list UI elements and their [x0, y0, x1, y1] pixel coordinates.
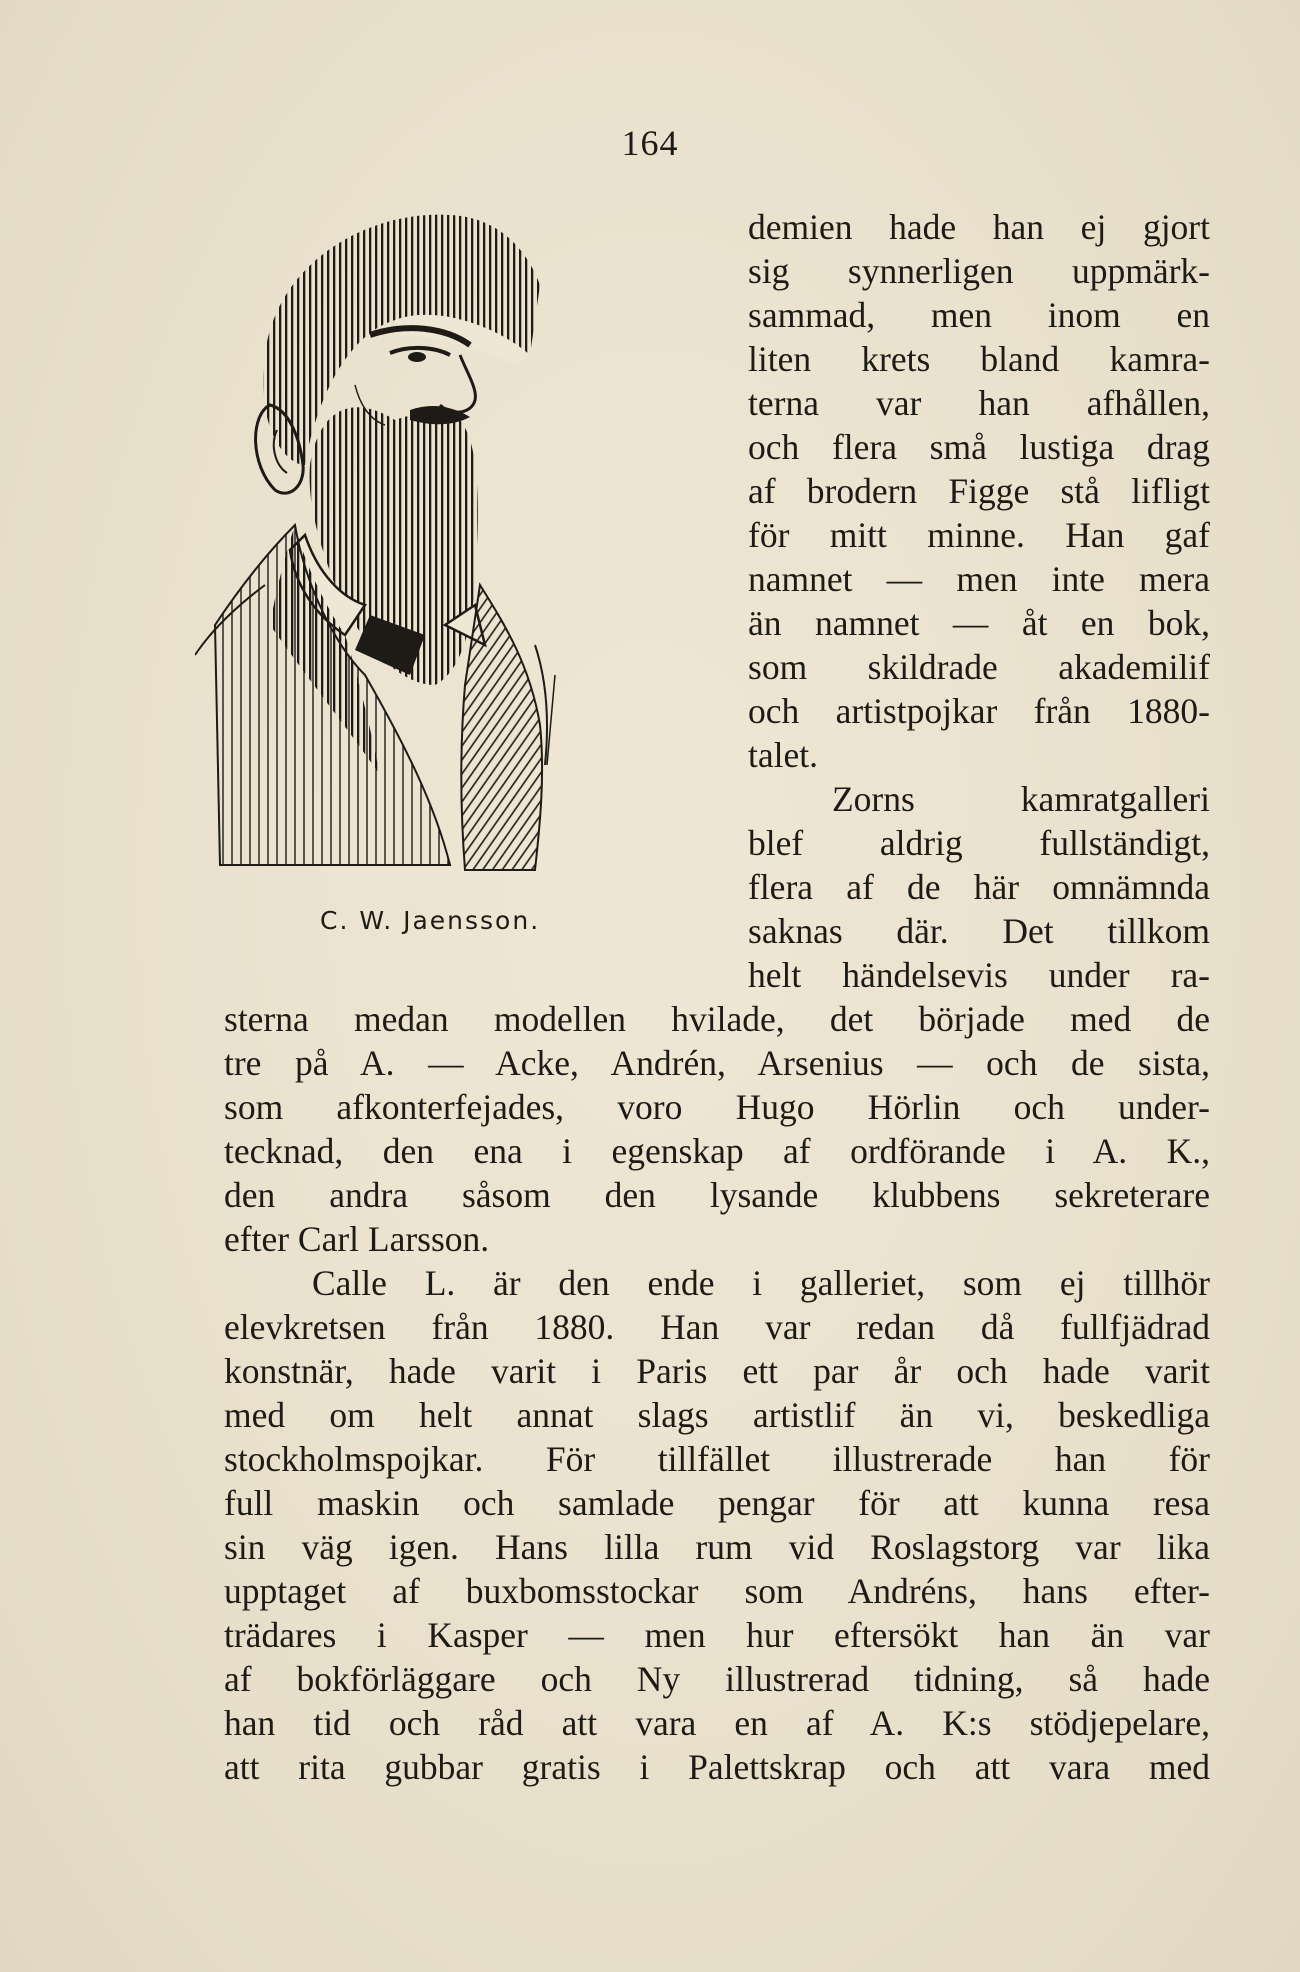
text-line: af bokförläggare och Ny illustrerad tidning, så hade: [224, 1659, 1210, 1699]
text-line: talet.: [748, 735, 818, 775]
text-line: sig synnerligen uppmärk-: [748, 251, 1210, 291]
text-line: saknas där. Det tillkom: [748, 911, 1210, 951]
text-line: med om helt annat slags artistlif än vi, beskedliga: [224, 1395, 1210, 1435]
text-line: blef aldrig fullständigt,: [748, 823, 1210, 863]
text-line: namnet — men inte mera: [748, 559, 1210, 599]
text-line: och flera små lustiga drag: [748, 427, 1210, 467]
text-line: och artistpojkar från 1880-: [748, 691, 1210, 731]
text-line: full maskin och samlade pengar för att kunna resa: [224, 1483, 1210, 1523]
text-line: helt händelsevis under ra-: [748, 955, 1210, 995]
text-line: tre på A. — Acke, Andrén, Arsenius — och de sista,: [224, 1043, 1210, 1083]
text-line: stockholmspojkar. För tillfället illustrerade han för: [224, 1439, 1210, 1479]
text-line: sammad, men inom en: [748, 295, 1210, 335]
text-line: efter Carl Larsson.: [224, 1219, 490, 1259]
text-line: som skildrade akademilif: [748, 647, 1210, 687]
text-line: han tid och råd att vara en af A. K:s stödjepelare,: [224, 1703, 1210, 1743]
text-line: Zorns kamratgalleri: [832, 779, 1210, 819]
text-line: Calle L. är den ende i galleriet, som ej tillhör: [312, 1263, 1210, 1303]
text-line: den andra såsom den lysande klubbens sekreterare: [224, 1175, 1210, 1215]
page-number: 164: [621, 123, 679, 163]
text-line: att rita gubbar gratis i Palettskrap och att vara med: [224, 1747, 1210, 1787]
text-line: trädares i Kasper — men hur eftersökt han än var: [224, 1615, 1210, 1655]
text-line: som afkonterfejades, voro Hugo Hörlin och under-: [224, 1087, 1210, 1127]
text-line: elevkretsen från 1880. Han var redan då fullfjädrad: [224, 1307, 1210, 1347]
text-line: än namnet — åt en bok,: [748, 603, 1210, 643]
text-line: liten krets bland kamra-: [748, 339, 1210, 379]
text-line: konstnär, hade varit i Paris ett par år och hade varit: [224, 1351, 1210, 1391]
text-line: terna var han afhållen,: [748, 383, 1210, 423]
text-line: tecknad, den ena i egenskap af ordförande i A. K.,: [224, 1131, 1210, 1171]
text-line: demien hade han ej gjort: [748, 207, 1210, 247]
text-line: för mitt minne. Han gaf: [748, 515, 1210, 555]
text-line: af brodern Figge stå lifligt: [748, 471, 1210, 511]
text-line: flera af de här omnämnda: [748, 867, 1210, 907]
text-line: sterna medan modellen hvilade, det började med de: [224, 999, 1210, 1039]
text-line: upptaget af buxbomsstockar som Andréns, hans efter-: [224, 1571, 1210, 1611]
portrait-engraving: [195, 205, 685, 885]
portrait-caption: C. W. Jaensson.: [320, 906, 541, 935]
text-line: sin väg igen. Hans lilla rum vid Roslagstorg var lika: [224, 1527, 1210, 1567]
